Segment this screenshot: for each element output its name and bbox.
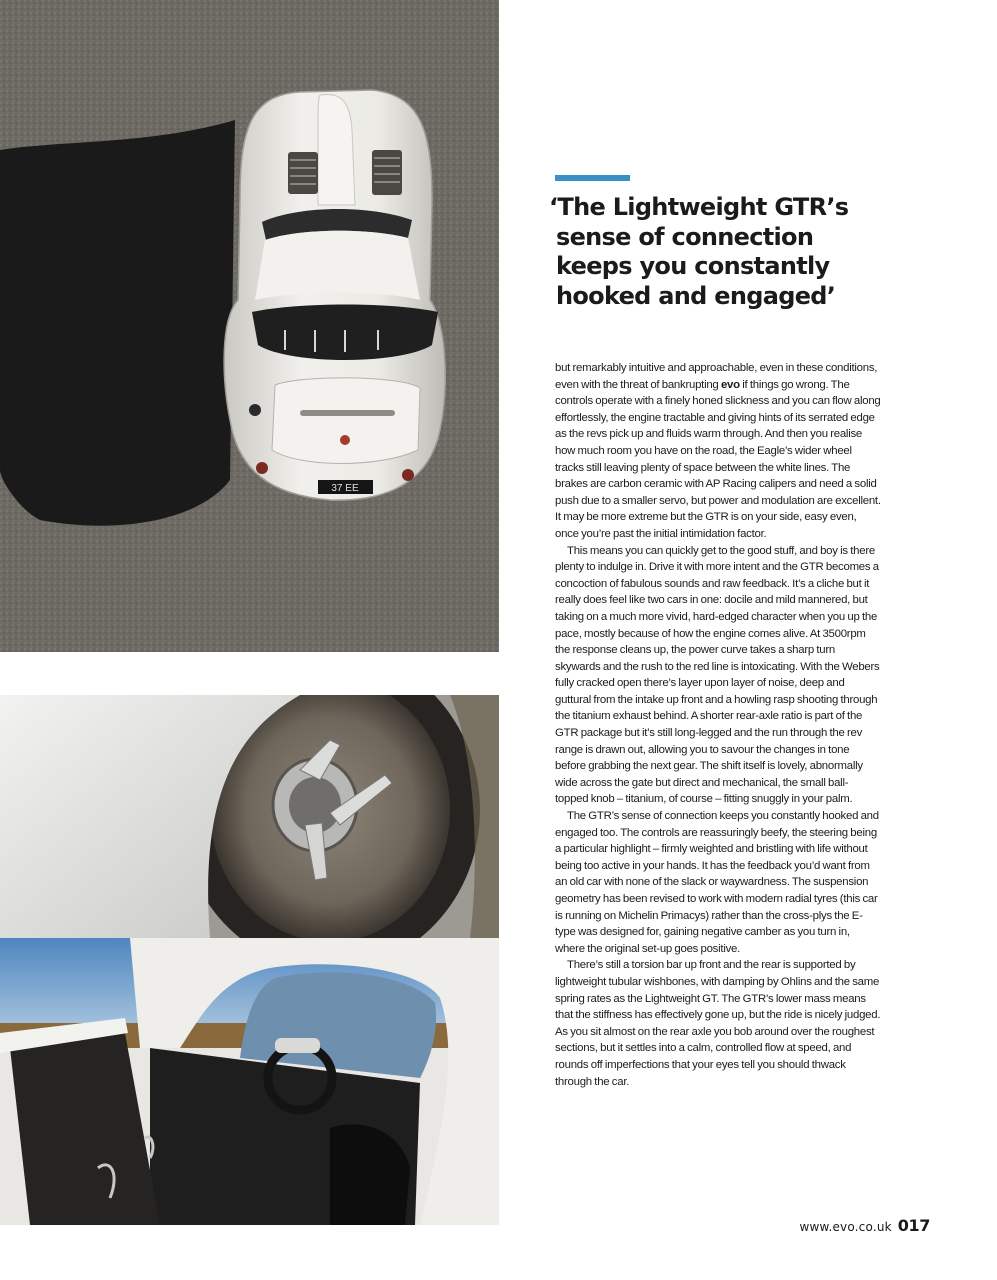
pull-quote-line-1: ‘The Lightweight GTR’s: [549, 193, 849, 221]
footer-url: www.evo.co.uk: [799, 1220, 892, 1234]
pull-quote-line-4: hooked and engaged’: [556, 281, 836, 310]
page-footer: [800, 1216, 931, 1235]
number-plate: 37 EE: [331, 483, 359, 494]
pull-quote-accent-bar: [555, 175, 630, 181]
pull-quote: [549, 193, 879, 311]
article-body: [555, 360, 881, 1090]
magazine-brand-mention: evo: [720, 378, 740, 391]
article-paragraph-4: There’s still a torsion bar up front and the rear is supported by lightweight tubular wishbones, with damping by Ohlins and the same spring rates as the Lightweight GT. The GTR’s lower mass means that the stiffness has effectively gone up, but the ride is nicely judged. As you sit almost on the rear axle you bob around over the roughest sections, but it settles into a calm, controlled flow at speed, and rounds off imperfections that your eyes tell you should thwack through the car.: [555, 959, 881, 1088]
page-number: 017: [897, 1216, 930, 1235]
article-paragraph-1-end: if things go wrong. The controls operate with a finely honed slickness and you can flow along effortlessly, the engine tractable and giving hints of its serrated edge as the revs pick up and fluids warm through. And then you realise how much room you have on the road, the Eagle’s wider wheel tracks still leaving plenty of space between the white lines. The brakes are carbon ceramic with AP Racing calipers and need a solid push due to a smaller servo, but power and modulation are excellent. It may be more extreme but the GTR is on your side, easy even, once you’re past the initial intimidation factor.: [555, 378, 881, 540]
pull-quote-line-2: sense of connection: [556, 222, 814, 251]
photo-wheel-spinner: [0, 695, 499, 938]
article-paragraph-3: The GTR’s sense of connection keeps you constantly hooked and engaged too. The controls are reassuringly beefy, the steering being a particular highlight – firmly weighted and bristling with life without being too active in your hands. It has the feedback you’d want from an old car with none of the slack or waywardness. The suspension geometry has been revised to work with modern radial tyres (this car is running on Michelin Primacys) rather than the cross-plys the E-type was designed for, gaining negative camber as you turn in, where the original set-up goes positive.: [555, 810, 879, 955]
photo-car-overhead: [0, 0, 499, 652]
photo-car-interior: [0, 938, 499, 1225]
article-paragraph-1-start: but remarkably intuitive and approachable, even in these conditions, even with the threat of bankrupting: [555, 362, 878, 391]
pull-quote-line-3: keeps you constantly: [556, 252, 830, 280]
article-paragraph-2: This means you can quickly get to the good stuff, and boy is there plenty to indulge in. Drive it with more intent and the GTR becomes a concoction of fabulous sounds and raw feedback. It’s a cliche but it really does feel like two cars in one: docile and mild mannered, but taking on a much more vivid, hard-edged character when you up the pace, mostly because of how the engine comes alive. At 3500rpm the response cleans up, the power curve takes a sharp turn skywards and the rush to the red line is intoxicating. With the Webers fully cracked open there’s layer upon layer of noise, deep and guttural from the intake up front and a howling rasp shooting through the titanium exhaust behind. A shorter rear-axle ratio is part of the GTR package but it’s still long-legged and the run through the rev range is drawn out, allowing you to savour the changes in tone before grabbing the next gear. The shift itself is lovely, abnormally wide across the gate but direct and mechanical, the small ball-topped knob – titanium, of course – fitting snuggly in your palm.: [555, 544, 880, 806]
article-paragraph-1: [555, 360, 881, 543]
